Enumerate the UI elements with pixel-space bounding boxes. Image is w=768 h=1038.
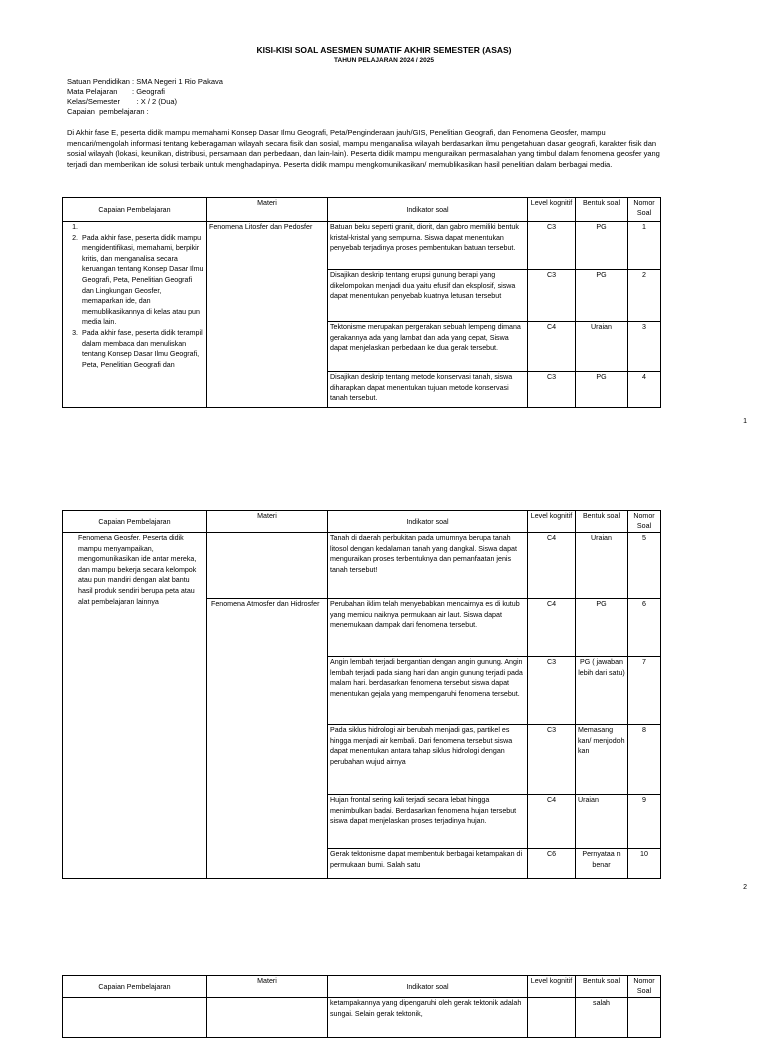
nomor-cell: 9 (628, 795, 661, 849)
nomor-cell: 7 (628, 657, 661, 725)
indikator-cell: Gerak tektonisme dapat membentuk berbagai ketampakan di permukaan bumi. Salah satu (328, 849, 528, 879)
header-materi: Materi (207, 198, 328, 222)
level-cell (528, 998, 576, 1038)
meta-cp-label: Capaian pembelajaran : (67, 107, 149, 116)
bentuk-cell: PG (576, 372, 628, 408)
page-number: 2 (743, 884, 747, 891)
indikator-cell: ketampakannya yang dipengaruhi oleh gerak tektonik adalah sungai. Selain gerak tektonik, (328, 998, 528, 1038)
header-nomor: Nomor Soal (628, 198, 661, 222)
materi-cell (207, 599, 328, 879)
meta-school: Satuan Pendidikan : SMA Negeri 1 Rio Pakava (67, 77, 223, 86)
header-nomor: Nomor Soal (628, 511, 661, 533)
nomor-cell (628, 998, 661, 1038)
materi-cell-empty (207, 533, 328, 599)
cp-cell (63, 222, 207, 408)
bentuk-cell: Memasang kan/ menjodoh kan (576, 725, 628, 795)
document-title: KISI-KISI SOAL ASESMEN SUMATIF AKHIR SEMESTER (ASAS) (256, 45, 512, 55)
header-cp: Capaian Pembelajaran (63, 198, 207, 222)
nomor-cell: 6 (628, 599, 661, 657)
bentuk-cell: Uraian (576, 795, 628, 849)
header-level: Level kognitif (528, 511, 576, 533)
indikator-cell: Disajikan deskrip tentang erupsi gunung berapi yang dikelompokan menjadi dua yaitu efusif dan eksplosif, siswa dapat menentukan penyebab kuatnya letusan tersebut (328, 270, 528, 322)
bentuk-cell: PG (576, 222, 628, 270)
nomor-cell: 3 (628, 322, 661, 372)
cp-cell-empty (63, 998, 207, 1038)
bentuk-cell: Uraian (576, 533, 628, 599)
indikator-cell: Angin lembah terjadi bergantian dengan angin gunung. Angin lembah terjadi pada siang hari dan angin gunung terjadi pada malam hari. berdasarkan fenomena tersebut siswa dapat menentukan gejala yang mempengaruhi fenomena tersebut. (328, 657, 528, 725)
level-cell: C3 (528, 657, 576, 725)
header-indikator: Indikator soal (328, 976, 528, 998)
level-cell: C4 (528, 322, 576, 372)
level-cell: C4 (528, 599, 576, 657)
meta-class: Kelas/Semester : X / 2 (Dua) (67, 97, 178, 106)
nomor-cell: 4 (628, 372, 661, 408)
header-materi: Materi (207, 511, 328, 533)
bentuk-cell: salah (576, 998, 628, 1038)
header-materi: Materi (207, 976, 328, 998)
level-cell: C3 (528, 222, 576, 270)
indikator-cell: Batuan beku seperti granit, diorit, dan gabro memiliki bentuk kristal-kristal yang sempurna. Siswa dapat menentukan penyebab terjadinya proses pembentukan batuan tersebut. (328, 222, 528, 270)
indikator-cell: Pada siklus hidrologi air berubah menjadi gas, partikel es hingga menjadi air kembali. Dari fenomena tersebut siswa dapat menentukan antara tahap siklus hidrologi dengan perubahan wujud airnya (328, 725, 528, 795)
bentuk-cell: PG (576, 599, 628, 657)
nomor-cell: 5 (628, 533, 661, 599)
bentuk-cell: PG ( jawaban lebih dari satu) (576, 657, 628, 725)
indikator-cell: Hujan frontal sering kali terjadi secara lebat hingga menimbulkan badai. Berdasarkan fenomena hujan tersebut siswa dapat menjelaskan proses terjadinya hujan. (328, 795, 528, 849)
indikator-cell: Perubahan iklim telah menyebabkan mencairnya es di kutub yang memicu naiknya permukaan air laut. Siswa dapat menemukaan dampak dari fenomena tersebut. (328, 599, 528, 657)
document-meta (67, 77, 223, 117)
header-bentuk: Bentuk soal (576, 198, 628, 222)
cp-item (80, 222, 204, 233)
materi-cell: Fenomena Litosfer dan Pedosfer (207, 222, 328, 408)
kisi-table-page1 (62, 197, 661, 408)
header-bentuk: Bentuk soal (576, 976, 628, 998)
indikator-cell: Tektonisme merupakan pergerakan sebuah lempeng dimana gerakannya ada yang lambat dan ada yang cepat, Siswa dapat menjelaskan perbedaan ke dua gerak tersebut. (328, 322, 528, 372)
header-indikator: Indikator soal (328, 511, 528, 533)
page-number: 1 (743, 418, 747, 425)
indikator-cell: Tanah di daerah perbukitan pada umumnya berupa tanah litosol dengan kedalaman tanah yang dangkal. Siswa dapat menguraikan proses terbentuknya dan pemanfaatan jenis tanah tersebut! (328, 533, 528, 599)
nomor-cell: 8 (628, 725, 661, 795)
document-subtitle: TAHUN PELAJARAN 2024 / 2025 (334, 57, 434, 64)
bentuk-cell: PG (576, 270, 628, 322)
cp-item: 2. Pada akhir fase, peserta didik mampu mengidentifikasi, memahami, berpikir kritis, dan menganalisa secara keruangan tentang Konsep Dasar Ilmu Geografi, Peta, Penelitian Geografi dan Lingkungan Geosfer, memaparkan ide, dan memublikasikannya di kelas atau pun media lain. (80, 233, 204, 328)
nomor-cell: 1 (628, 222, 661, 270)
header-level: Level kognitif (528, 976, 576, 998)
materi-label: Fenomena Atmosfer dan Hidrosfer (211, 600, 320, 608)
level-cell: C4 (528, 795, 576, 849)
materi-cell-empty (207, 998, 328, 1038)
cp-item: 3. Pada akhir fase, peserta didik terampil dalam membaca dan menuliskan tentang Konsep Dasar Ilmu Geografi, Peta, Penelitian Geografi dan (80, 328, 204, 370)
level-cell: C6 (528, 849, 576, 879)
level-cell: C4 (528, 533, 576, 599)
header-nomor: Nomor Soal (628, 976, 661, 998)
bentuk-cell: Pernyataa n benar (576, 849, 628, 879)
header-cp: Capaian Pembelajaran (63, 511, 207, 533)
nomor-cell: 2 (628, 270, 661, 322)
cp-paragraph: Di Akhir fase E, peserta didik mampu memahami Konsep Dasar Ilmu Geografi, Peta/Penginderaan jauh/GIS, Penelitian Geografi, dan Fenomena Geosfer, mampu mencari/mengolah informasi tentang keberagaman wilayah secara fisik dan sosial, mampu menganalisa wilayah berdasarkan ilmu pengetahuan dasar geografi, karakter fisik dan sosial wilayah (lokasi, keunikan, distribusi, persamaan dan perbedaan, dan lain-lain). Peserta didik mampu menguraikan permasalahan yang timbul dalam fenomena geosfer yang terjadi dan memberikan ide solusi terbaik untuk menghadapinya. Peserta didik mampu mengkomunikasikan/ memublikasikan hasil penelitian dalam berbagai media. (67, 128, 660, 169)
bentuk-cell: Uraian (576, 322, 628, 372)
kisi-table-page3 (62, 975, 661, 1038)
header-bentuk: Bentuk soal (576, 511, 628, 533)
header-cp: Capaian Pembelajaran (63, 976, 207, 998)
meta-subject: Mata Pelajaran : Geografi (67, 87, 165, 96)
indikator-cell: Disajikan deskrip tentang metode konservasi tanah, siswa diharapkan dapat menentukan tujuan metode konservasi tanah tersebut. (328, 372, 528, 408)
level-cell: C3 (528, 372, 576, 408)
level-cell: C3 (528, 270, 576, 322)
header-indikator: Indikator soal (328, 198, 528, 222)
cp-cell: Fenomena Geosfer. Peserta didik mampu menyampaikan, mengomunikasikan ide antar mereka, dan mampu bekerja secara kelompok atau pun mandiri dengan alat bantu hasil produk sendiri berupa peta atau alat pembelajaran lainnya (63, 533, 207, 879)
nomor-cell: 10 (628, 849, 661, 879)
level-cell: C3 (528, 725, 576, 795)
kisi-table-page2 (62, 510, 661, 879)
header-level: Level kognitif (528, 198, 576, 222)
